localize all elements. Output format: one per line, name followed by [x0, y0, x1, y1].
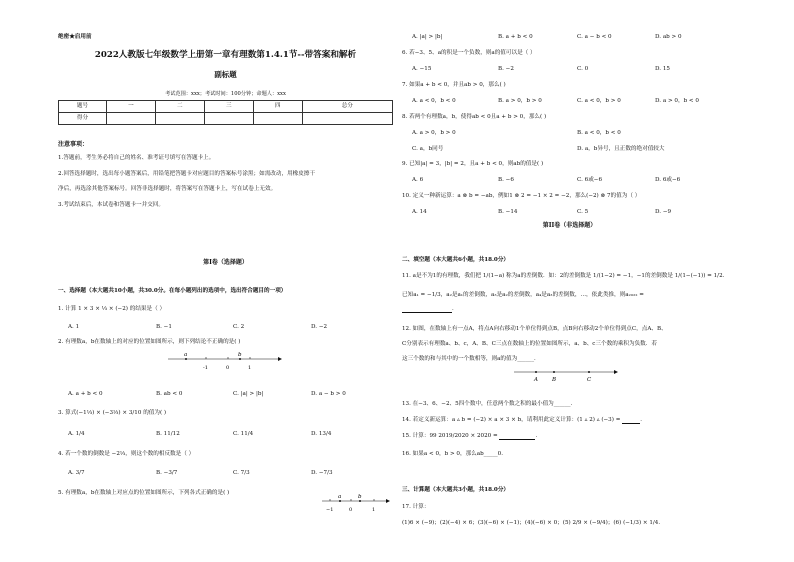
option-c[interactable]: C. a − b < 0	[577, 34, 612, 40]
notes-item: 2.回答选择题时，选出每小题答案后，用铅笔把答题卡对应题目的答案标号涂黑；如需改动，用橡皮擦干	[58, 171, 316, 177]
secret-label: 绝密★启用前	[58, 34, 92, 40]
question-17-items: (1)6 × (−9)；(2)(−4) × 6；(3)(−6) × (−1)；(4)(−6) × 0；(5) 2/9 × (−9/4)；(6) (−1/3) × 1/4．	[402, 520, 664, 526]
notes-item: 3.考试结束后，本试卷和答题卡一并交回。	[58, 202, 165, 208]
option-b[interactable]: B. ab < 0	[156, 391, 183, 397]
option-a[interactable]: A. 3/7	[68, 470, 85, 476]
axis-label-b: b	[238, 352, 242, 358]
option-c[interactable]: C. |a| > |b|	[233, 391, 264, 397]
notes-item: 净后，再选涂其他答案标号。回答非选择题时，将答案写在答题卡上，写在试卷上无效。	[58, 186, 277, 192]
option-a[interactable]: A. 1	[68, 324, 80, 330]
question-6: 6. 若−3、5、a的积是一个负数，则a的值可以是（ ）	[402, 50, 536, 56]
question-4: 4. 若一个数的倒数是 −2⅓，则这个数的相反数是（ ）	[58, 451, 195, 457]
question-5: 5. 有理数a，b在数轴上对应点的位置如图所示，下列各式正确的是( )	[58, 490, 230, 496]
option-d[interactable]: D. a，b异号，且正数的绝对值较大	[577, 146, 665, 152]
score-table-header-row	[59, 101, 393, 113]
point-label-c: C	[587, 377, 592, 383]
score-cell: 一	[107, 101, 156, 113]
exam-info: 考试范围：xxx；考试时间：100分钟；命题人：xxx	[165, 91, 286, 97]
question-15-text: 15. 计算：99 2019/2020 × 2020 =	[402, 433, 498, 439]
section-choice: 一、选择题（本大题共10小题，共30.0分。在每小题列出的选项中，选出符合题目的一项）	[58, 288, 287, 294]
option-b[interactable]: B. −2	[498, 66, 514, 72]
notes-item: 1.答题前，考生务必将自己的姓名、准考证号填写在答题卡上。	[58, 155, 215, 161]
axis-label-a: a	[184, 352, 188, 358]
question-12-line3: 这三个数的和与其中的一个数相等，则a的值为______．	[402, 356, 540, 362]
option-a[interactable]: A. 14	[412, 209, 427, 215]
part2-heading: 第II卷（非选择题）	[542, 222, 597, 229]
answer-blank-15[interactable]	[499, 434, 535, 440]
tick-label: −1	[326, 507, 334, 513]
option-a[interactable]: A. a > 0，b > 0	[412, 130, 456, 136]
option-a[interactable]: A. a + b < 0	[68, 391, 103, 397]
question-1: 1. 计算 1 × 3 × ⅓ × (−2) 的结果是（ ）	[58, 306, 166, 312]
score-cell: 二	[155, 101, 204, 113]
option-b[interactable]: B. a + b < 0	[498, 34, 533, 40]
score-cell: 总分	[302, 101, 392, 113]
option-d[interactable]: D. −9	[655, 209, 672, 215]
option-d[interactable]: D. a > 0，b < 0	[655, 98, 699, 104]
score-cell	[253, 113, 302, 125]
tick-label: -1	[203, 365, 208, 371]
question-2: 2. 有理数a，b在数轴上的对应的位置如图所示，则下列结论不正确的是( )	[58, 339, 241, 345]
question-11-text: 已知a₁ = −1/3，a₂是a₁的差倒数，a₃是a₂的差倒数，a₄是a₃的差倒数，…，依此类推，则a₂₀₂₂ =	[402, 292, 644, 298]
tick-label: 1	[248, 365, 252, 371]
question-17: 17. 计算：	[402, 504, 430, 510]
tick-label: 0	[349, 507, 353, 513]
option-d[interactable]: D. ab > 0	[655, 34, 682, 40]
question-11-line2	[402, 292, 644, 299]
option-c[interactable]: C. a，b同号	[412, 146, 444, 152]
score-cell: 得分	[59, 113, 107, 125]
number-line-q12	[512, 364, 622, 384]
option-a[interactable]: A. |a| > |b|	[412, 34, 443, 40]
point-label-a: A	[534, 377, 538, 383]
option-d[interactable]: D. a − b > 0	[311, 391, 346, 397]
option-c[interactable]: C. 2	[233, 324, 245, 330]
score-cell: 三	[204, 101, 253, 113]
option-b[interactable]: B. 11/12	[156, 431, 180, 437]
question-14: 14. 若定义新运算：a ▵ b = (−2) × a × 3 × b，请利用此定义计算：(1 ▵ 2) ▵ (−3) = ．	[402, 417, 646, 423]
option-d[interactable]: D. −2	[311, 324, 328, 330]
exam-subtitle: 副标题	[214, 70, 237, 79]
answer-blank-11[interactable]: ．	[402, 306, 458, 313]
option-a[interactable]: A. 1/4	[68, 431, 85, 437]
question-15: 15. 计算：99 2019/2020 × 2020 = ．	[402, 433, 542, 439]
option-b[interactable]: B. a < 0，b < 0	[577, 130, 621, 136]
option-a[interactable]: A. −15	[412, 66, 432, 72]
score-cell: 四	[253, 101, 302, 113]
option-b[interactable]: B. −14	[498, 209, 518, 215]
score-cell	[107, 113, 156, 125]
option-b[interactable]: B. −6	[498, 177, 514, 183]
question-12-line2: C分别表示有理数a、b、c，A、B、C三点在数轴上的位置如图所示，a、b、c三个数的乘积为负数．若	[402, 341, 657, 347]
point-label-b: B	[552, 377, 557, 383]
score-table	[58, 100, 393, 125]
exam-title: 2022人教版七年级数学上册第一章有理数第1.4.1节--带答案和解析	[94, 50, 357, 60]
axis-label-a: a	[338, 494, 342, 500]
part1-heading: 第I卷（选择题）	[203, 259, 248, 266]
option-b[interactable]: B. a > 0，b > 0	[498, 98, 542, 104]
score-cell	[155, 113, 204, 125]
score-table-score-row	[59, 113, 393, 125]
question-7: 7. 如果a + b < 0，并且ab > 0，那么( )	[402, 82, 506, 88]
score-cell: 题号	[59, 101, 107, 113]
section-fill-in: 二、填空题（本大题共6小题，共18.0分）	[402, 257, 510, 263]
option-c[interactable]: C. a < 0，b > 0	[577, 98, 621, 104]
question-9: 9. 已知|a| = 3，|b| = 2，且a + b < 0，则ab的值是( )	[402, 161, 544, 167]
option-c[interactable]: C. 11/4	[233, 431, 254, 437]
question-12: 12. 如图，在数轴上有一点A，将点A向右移动1个单位得到点B，点B向右移动2个单位得到点C，点A、B、	[402, 326, 667, 332]
score-cell	[302, 113, 392, 125]
score-cell	[204, 113, 253, 125]
question-8: 8. 若两个有理数a，b，使得ab < 0且a + b > 0，那么( )	[402, 114, 547, 120]
option-b[interactable]: B. −1	[156, 324, 172, 330]
option-a[interactable]: A. a < 0，b < 0	[412, 98, 456, 104]
answer-blank-14[interactable]	[622, 418, 640, 424]
axis-label-b: b	[358, 494, 362, 500]
notes-heading: 注意事项：	[58, 141, 89, 148]
question-3: 3. 算式(−1⅓) × (−3⅓) × 3/10 的值为( )	[58, 410, 167, 416]
option-d[interactable]: D. 13/4	[311, 431, 332, 437]
question-10: 10. 定义一种新运算：a ⊗ b = −ab，例如1 ⊗ 2 = −1 × 2 = −2，那么(−2) ⊗ 7的值为（ ）	[402, 193, 641, 199]
option-c[interactable]: C. 7/3	[233, 470, 250, 476]
option-d[interactable]: D. 15	[655, 66, 670, 72]
option-b[interactable]: B. −3/7	[156, 470, 178, 476]
question-11: 11. a是不为1的有理数，我们把 1/(1−a) 称为a的差倒数．如：2的差倒数是 1/(1−2) = −1，−1的差倒数是 1/(1−(−1)) = 1/2．	[402, 273, 729, 279]
section-calc: 三、计算题（本大题共3小题，共18.0分）	[402, 487, 510, 493]
option-c[interactable]: C. 0	[577, 66, 589, 72]
question-16: 16. 如果a < 0，b > 0，那么ab_____0.	[402, 451, 503, 457]
number-line-q2	[166, 350, 286, 374]
option-d[interactable]: D. −7/3	[311, 470, 333, 476]
option-c[interactable]: C. 5	[577, 209, 589, 215]
number-line-q5	[320, 490, 392, 514]
option-d[interactable]: D. 6或−6	[655, 177, 681, 183]
question-13: 13. 在−3、6、−2、5四个数中，任意两个数之积的最小值为______．	[402, 401, 577, 407]
question-14-text: 14. 若定义新运算：a ▵ b = (−2) × a × 3 × b，请利用此定义计算：(1 ▵ 2) ▵ (−3) =	[402, 417, 621, 423]
option-a[interactable]: A. 6	[412, 177, 424, 183]
tick-label: 0	[226, 365, 230, 371]
option-c[interactable]: C. 6或−6	[577, 177, 603, 183]
tick-label: 1	[372, 507, 376, 513]
